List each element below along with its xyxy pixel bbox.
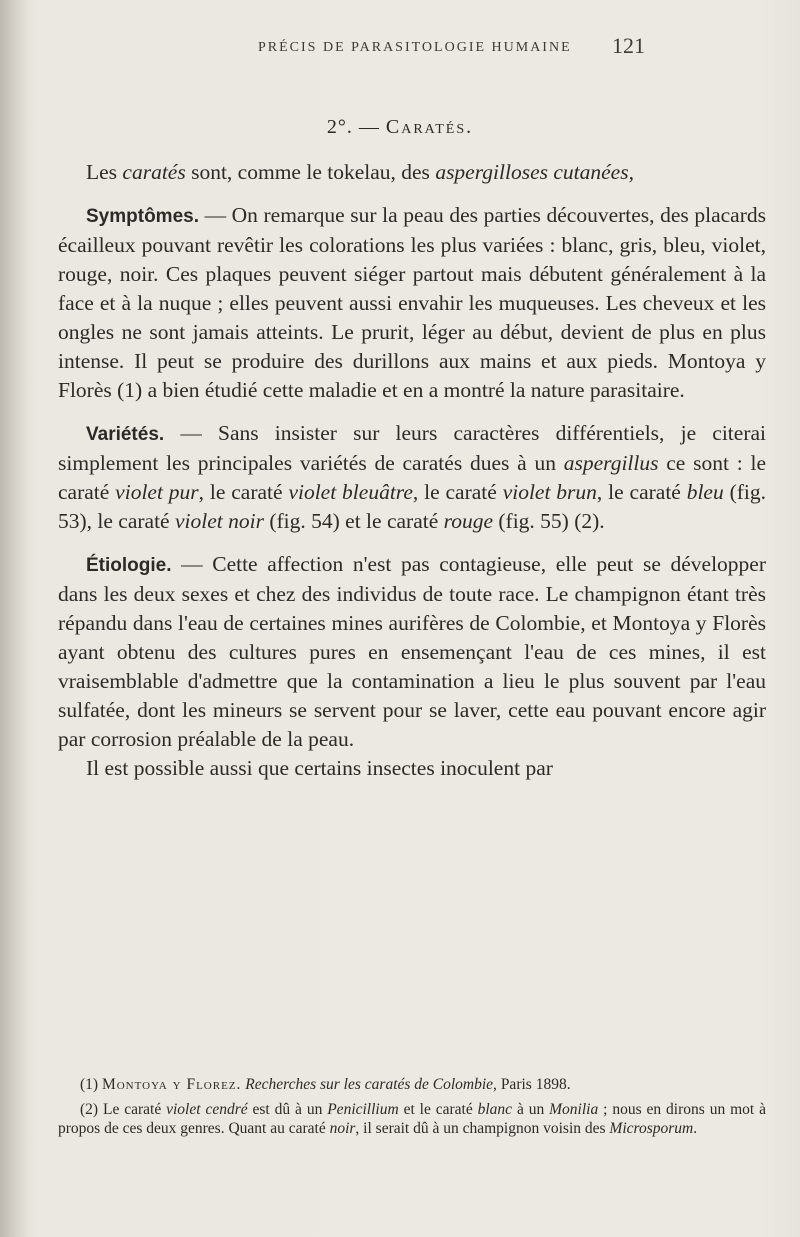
text-run-italic: blanc [477,1100,513,1118]
footnote-1 [58,1075,766,1095]
text-run: ; nous en dirons un mot à propos de ces deux genres. Quant au caraté [58,1100,766,1137]
text-run-italic: bleu [686,480,724,504]
text-run: . [693,1120,698,1137]
section-number: 2°. — [326,116,386,138]
text-run: , le caraté [596,480,687,504]
footnote-marker: (1) [80,1076,102,1093]
text-run: (fig. 54) et le caraté [263,509,444,533]
text-run-italic: violet bleuâtre [288,480,413,504]
paragraph-text: — On remarque sur la peau des parties découvertes, des placards écailleux pouvant revêtir les colorations les plus variées : blanc, gris, bleu, violet, rouge, noir. Ces plaques peuvent siéger partout mais débutent généralement à la face et à la nuque ; elles peuvent aussi envahir les muqueuses. Les cheveux et les ongles ne sont jamais atteints. Le prurit, léger au début, devient de plus en plus intense. Il peut se produire des durillons aux mains et aux pieds. Montoya y Florès (1) a bien étudié cette maladie et en a montré la nature parasitaire. [58,203,766,402]
etiologie-continuation: Il est possible aussi que certains insectes inoculent par [86,756,553,780]
symptomes-paragraph [58,201,766,405]
intro-paragraph [58,158,766,187]
text-run-italic: noir [329,1120,356,1137]
paragraph-lead: Variétés. [86,424,165,445]
body-text [58,158,766,797]
footnotes [58,1075,766,1144]
text-run-italic: Monilia [549,1100,599,1118]
text-run: (fig. 53), le caraté [58,480,767,533]
text-run: Les [86,160,123,184]
text-run: est dû à un [247,1100,328,1118]
text-run-italic: Penicillium [327,1100,399,1118]
text-run: Le caraté [102,1100,167,1118]
paragraph-lead: Symptômes. [86,206,199,227]
section-heading [0,116,800,139]
text-run: , le caraté [198,480,289,504]
text-run-italic: aspergilloses cutanées, [435,160,634,184]
text-run-italic: aspergillus [563,451,659,475]
text-run-italic: caratés [122,160,186,184]
text-run-italic: Microsporum [609,1120,694,1137]
etiologie-paragraph [58,550,766,754]
text-run: — Sans insister sur leurs caractères différentiels, je citerai simplement les principales variétés de caratés dues à un [58,421,766,475]
text-run-italic: violet noir [174,509,264,533]
page-number: 121 [612,33,645,58]
paragraph-text: — Cette affection n'est pas contagieuse, elle peut se développer dans les deux sexes et chez des individus de toute race. Le champignon étant très répandu dans l'eau de certaines mines aurifères de Colombie, et Montoya y Florès ayant obtenu des cultures pures en ensemençant l'eau de ces mines, il est vraisemblable d'admettre que la contamination a lieu le plus souvent par l'eau sulfatée, dont les mineurs se servent pour se laver, cette eau pouvant encore agir par corrosion préalable de la peau. [58,552,766,751]
text-run: à un [512,1100,550,1118]
page-gutter-shadow [0,0,28,1237]
text-run-italic: violet pur [115,480,199,504]
text-run-italic: violet cendré [166,1100,248,1118]
text-run: , le caraté [412,480,503,504]
text-run: et le caraté [398,1100,478,1118]
footnote-2 [58,1100,766,1139]
text-run: sont, comme le tokelau, des [185,160,436,184]
footnote-author: Montoya y Florez. [101,1076,242,1093]
varietes-paragraph [58,419,766,536]
text-run: , il serait dû à un champignon voisin des [355,1120,610,1137]
footnote-title: Recherches sur les caratés de Colombie, [241,1076,497,1093]
paragraph-lead: Étiologie. [86,555,172,576]
text-run-italic: rouge [443,509,494,533]
text-run: Paris 1898. [496,1076,571,1093]
footnote-marker: (2) [80,1100,103,1118]
running-head: PRÉCIS DE PARASITOLOGIE HUMAINE [258,40,572,55]
section-title-text: Caratés. [385,116,474,138]
text-run: ce sont : le caraté [58,451,766,504]
text-run: (fig. 55) (2). [493,509,605,533]
text-run-italic: violet brun [502,480,597,504]
